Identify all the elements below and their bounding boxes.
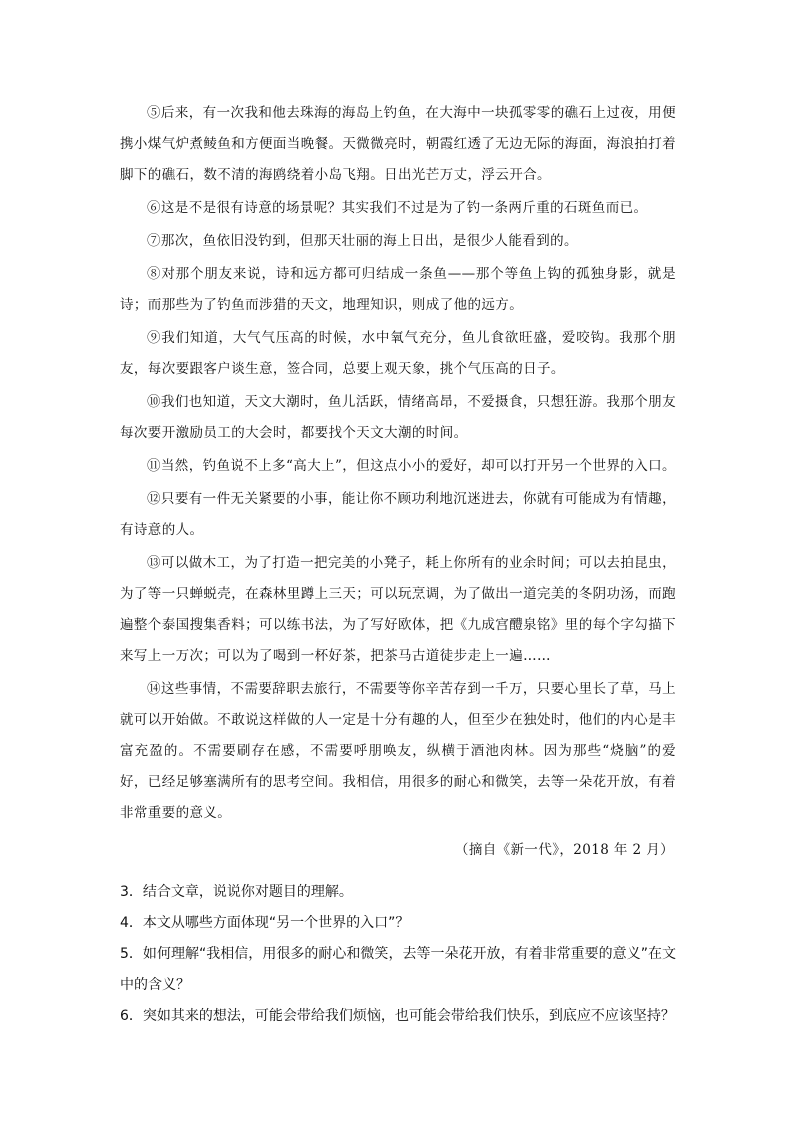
paragraph-10: ⑩我们也知道，天文大潮时，鱼儿活跃，情绪高昂，不爱摄食，只想狂游。我那个朋友每次要开激励员工的大会时，都要找个天文大潮的时间。 <box>120 394 676 441</box>
paragraph-5: ⑤后来，有一次我和他去珠海的海岛上钓鱼，在大海中一块孤零零的礁石上过夜，用便携小煤气炉煮鲮鱼和方便面当晚餐。天微微亮时，朝霞红透了无边无际的海面，海浪拍打着脚下的礁石，数不清的海鸥绕着小岛飞翔。日出光芒万丈，浮云开合。 <box>120 105 676 183</box>
question-6: 6．突如其来的想法，可能会带给我们烦恼，也可能会带给我们快乐，到底应不应该坚持？ <box>120 1008 675 1024</box>
question-5: 5．如何理解“我相信，用很多的耐心和微笑，去等一朵花开放，有着非常重要的意义”在文中的含义？ <box>120 946 676 993</box>
article-body <box>120 98 676 866</box>
question-3: 3．结合文章，说说你对题目的理解。 <box>120 884 353 900</box>
paragraph-6: ⑥这是不是很有诗意的场景呢？其实我们不过是为了钓一条两斤重的石斑鱼而已。 <box>147 200 648 216</box>
paragraph-9: ⑨我们知道，大气气压高的时候，水中氧气充分，鱼儿食欲旺盛，爱咬钩。我那个朋友，每次要跟客户谈生意，签合同，总要上观天象，挑个气压高的日子。 <box>120 330 676 377</box>
paragraph-12: ⑫只要有一件无关紧要的小事，能让你不顾功利地沉迷进去，你就有可能成为有情趣，有诗意的人。 <box>120 491 676 538</box>
paragraph-8: ⑧对那个朋友来说，诗和远方都可归结成一条鱼——那个等鱼上钩的孤独身影，就是诗；而那些为了钓鱼而涉猎的天文，地理知识，则成了他的远方。 <box>120 266 676 313</box>
paragraph-13: ⑬可以做木工，为了打造一把完美的小凳子，耗上你所有的业余时间；可以去拍昆虫，为了等一只蝉蜕壳，在森林里蹲上三天；可以玩烹调，为了做出一道完美的冬阴功汤，而跑遍整个泰国搜集香料；可以练书法，为了写好欧体，把《九成宫醴泉铭》里的每个字勾描下来写上一万次；可以为了喝到一杯好茶，把茶马古道徒步走上一遍…… <box>120 555 676 664</box>
paragraph-7: ⑦那次，鱼依旧没钓到，但那天壮丽的海上日出，是很少人能看到的。 <box>147 233 578 249</box>
paragraph-14: ⑭这些事情，不需要辞职去旅行，不需要等你辛苦存到一千万，只要心里长了草，马上就可以开始做。不敢说这样做的人一定是十分有趣的人，但至少在独处时，他们的内心是丰富充盈的。不需要刷存在感，不需要呼朋唤友，纵横于酒池肉林。因为那些“烧脑”的爱好，已经足够塞满所有的思考空间。我相信，用很多的耐心和微笑，去等一朵花开放，有着非常重要的意义。 <box>120 681 676 821</box>
question-list <box>120 877 676 1032</box>
source-citation: （摘自《新一代》，2018 年 2 月） <box>454 842 674 858</box>
paragraph-11: ⑪当然，钓鱼说不上多“高大上”，但这点小小的爱好，却可以打开另一个世界的入口。 <box>147 458 676 474</box>
question-4: 4．本文从哪些方面体现“另一个世界的入口”？ <box>120 915 410 931</box>
